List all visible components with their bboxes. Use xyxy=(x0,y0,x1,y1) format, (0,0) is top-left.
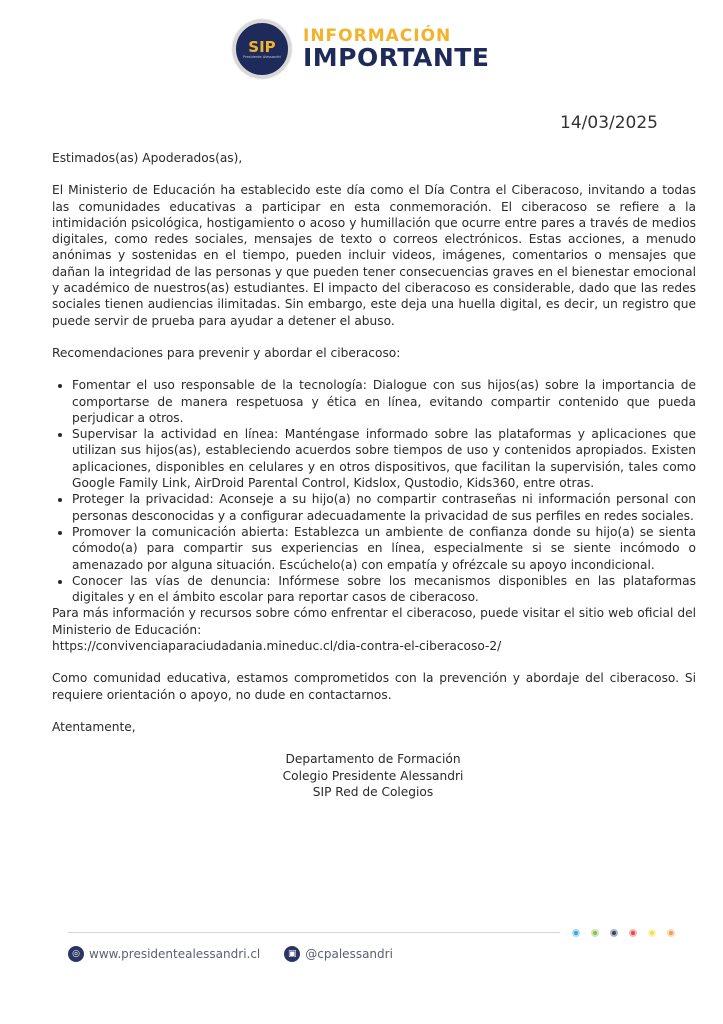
header xyxy=(233,20,489,78)
sip-logo xyxy=(233,20,291,78)
decorative-dot xyxy=(572,929,580,937)
footer-website-text: www.presidentealessandri.cl xyxy=(89,947,261,961)
decorative-dot xyxy=(648,929,656,937)
footer-social-link[interactable] xyxy=(284,946,393,962)
footer-website-link[interactable] xyxy=(68,946,260,962)
list-item: • Supervisar la actividad en línea: Manténgase informado sobre las plataformas y aplicaciones que utilizan sus hijos(as), estableciendo acuerdos sobre tiempos de uso y contenidos apropiados. Existen aplicaciones, disponibles en celulares y en otros dispositivos, que facilitan la supervisión, tales como Google Family Link, AirDroid Parental Control, Kidslox, Qustodio, Kids360, entre otras. xyxy=(72,426,696,491)
title-block xyxy=(303,28,489,70)
signature-block xyxy=(278,751,468,800)
decorative-dots xyxy=(572,929,675,937)
logo-text: SIP xyxy=(248,37,276,56)
closing-paragraph: Como comunidad educativa, estamos comprometidos con la prevención y abordaje del ciberacoso. Si requiere orientación o apoyo, no dude en contactarnos. xyxy=(52,671,696,702)
signature-school: Colegio Presidente Alessandri xyxy=(282,768,464,783)
recommendations-heading: Recomendaciones para prevenir y abordar el ciberacoso: xyxy=(52,345,401,360)
globe-icon: ◎ xyxy=(68,946,84,962)
decorative-dot xyxy=(629,929,637,937)
intro-paragraph: El Ministerio de Educación ha establecido este día como el Día Contra el Ciberacoso, invitando a todas las comunidades educativas a participar en esta conmemoración. El ciberacoso se refiere a la intimidación psicológica, hostigamiento o acoso y humillación que ocurre entre pares a través de medios digitales, como redes sociales, mensajes de texto o correos electrónicos. Estas acciones, a menudo anónimas y sostenidas en el tiempo, pueden incluir videos, imágenes, comentarios o mensajes que dañan la integridad de las personas y que pueden tener consecuencias graves en el bienestar emocional y académico de nuestros(as) estudiantes. El impacto del ciberacoso es considerable, dado que las redes sociales tienen audiencias ilimitadas. Sin embargo, este deja una huella digital, es decir, un registro que puede servir de prueba para ayudar a detener el abuso. xyxy=(52,183,696,328)
more-info-link[interactable]: https://convivenciaparaciudadania.mineduc.cl/dia-contra-el-ciberacoso-2/ xyxy=(52,639,502,654)
list-item: • Fomentar el uso responsable de la tecnología: Dialogue con sus hijos(as) sobre la importancia de comportarse de manera respetuosa y ética en línea, evitando compartir contenido que pueda perjudicar a otros. xyxy=(72,377,696,426)
decorative-dot xyxy=(610,929,618,937)
sign-off: Atentamente, xyxy=(52,719,136,734)
list-item: • Promover la comunicación abierta: Establezca un ambiente de confianza donde su hijo(a) se sienta cómodo(a) para compartir sus experiencias en línea, especialmente si se siente incómodo o amenazado por alguna situación. Escúchelo(a) con empatía y ofrézcale su apoyo incondicional. xyxy=(72,524,696,573)
list-item: • Conocer las vías de denuncia: Infórmese sobre los mecanismos disponibles en las plataformas digitales y en el ámbito escolar para reportar casos de ciberacoso. xyxy=(72,573,696,606)
document-date: 14/03/2025 xyxy=(560,113,658,133)
footer-divider xyxy=(68,932,560,933)
recommendations-list xyxy=(52,377,696,605)
signature-network: SIP Red de Colegios xyxy=(312,784,434,799)
letter-body xyxy=(52,150,696,800)
title-informacion: INFORMACIÓN xyxy=(303,26,452,46)
greeting: Estimados(as) Apoderados(as), xyxy=(52,151,243,165)
signature-department: Departamento de Formación xyxy=(285,752,461,767)
list-item: • Proteger la privacidad: Aconseje a su hijo(a) no compartir contraseñas ni información personal con personas desconocidas y a configurar adecuadamente la privacidad de sus perfiles en redes sociales. xyxy=(72,491,696,524)
decorative-dot xyxy=(591,929,599,937)
logo-subtext: Presidente Alessandri xyxy=(243,54,281,59)
more-info-text: Para más información y recursos sobre cómo enfrentar el ciberacoso, puede visitar el sitio web oficial del Ministerio de Educación: xyxy=(52,606,696,637)
footer-links xyxy=(68,946,417,962)
decorative-dot xyxy=(667,929,675,937)
footer-social-text: @cpalessandri xyxy=(305,947,393,961)
instagram-icon: ▣ xyxy=(284,946,300,962)
title-importante: IMPORTANTE xyxy=(303,43,490,72)
